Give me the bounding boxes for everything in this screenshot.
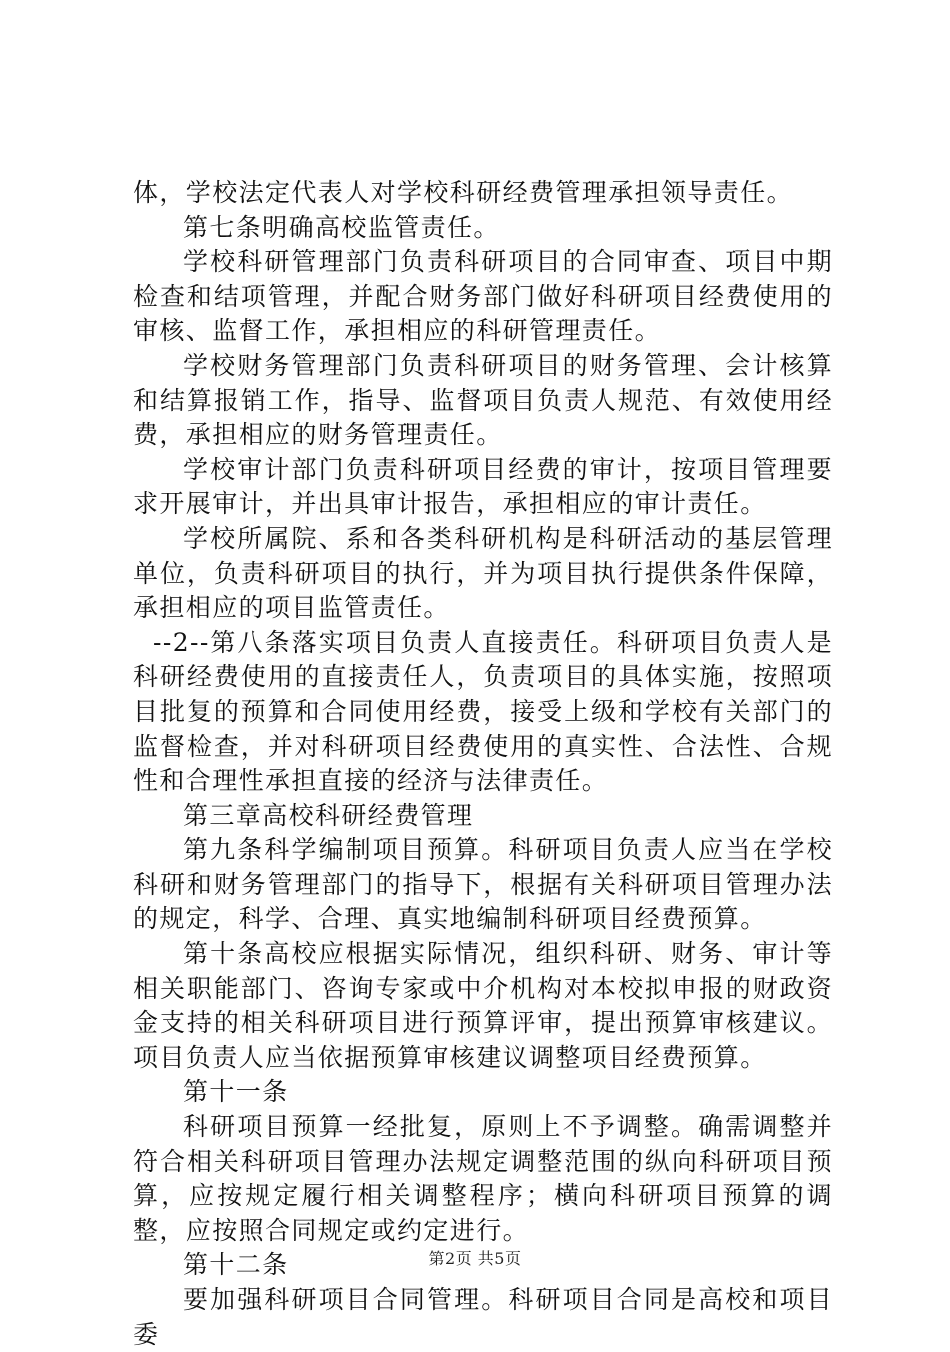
paragraph: 学校科研管理部门负责科研项目的合同审查、项目中期检查和结项管理，并配合财务部门做好科研项目经费使用的审核、监督工作，承担相应的科研管理责任。 xyxy=(133,247,833,346)
paragraph: 要加强科研项目合同管理。科研项目合同是高校和项目委 xyxy=(133,1285,833,1349)
page-number-label: 第2页 共5页 xyxy=(428,1249,522,1268)
article-heading: 第十二条 xyxy=(183,1250,289,1280)
chapter-heading: 第三章高校科研经费管理 xyxy=(183,800,474,830)
document-body xyxy=(133,176,833,1352)
paragraph: 学校所属院、系和各类科研机构是科研活动的基层管理单位，负责科研项目的执行，并为项目执行提供条件保障，承担相应的项目监管责任。 xyxy=(133,523,833,623)
paragraph: 第十条高校应根据实际情况，组织科研、财务、审计等相关职能部门、咨询专家或中介机构对本校拟申报的财政资金支持的相关科研项目进行预算评审，提出预算审核建议。项目负责人应当依据预算审核建议调整项目经费预算。 xyxy=(133,939,833,1072)
page-footer xyxy=(0,1246,950,1269)
paragraph: 学校财务管理部门负责科研项目的财务管理、会计核算和结算报销工作，指导、监督项目负责人规范、有效使用经费，承担相应的财务管理责任。 xyxy=(133,350,833,450)
paragraph: --2--第八条落实项目负责人直接责任。科研项目负责人是科研经费使用的直接责任人，负责项目的具体实施，按照项目批复的预算和合同使用经费，接受上级和学校有关部门的监督检查，并对科研项目经费使用的真实性、合法性、合规性和合理性承担直接的经济与法律责任。 xyxy=(133,627,833,796)
paragraph: 体，学校法定代表人对学校科研经费管理承担领导责任。 xyxy=(133,178,794,207)
article-heading: 第七条明确高校监管责任。 xyxy=(183,212,500,242)
paragraph: 科研项目预算一经批复，原则上不予调整。确需调整并符合相关科研项目管理办法规定调整范围的纵向科研项目预算，应按规定履行相关调整程序；横向科研项目预算的调整，应按照合同规定或约定进行。 xyxy=(133,1112,833,1245)
article-heading: 第十一条 xyxy=(183,1077,289,1107)
paragraph: 学校审计部门负责科研项目经费的审计，按项目管理要求开展审计，并出具审计报告，承担相应的审计责任。 xyxy=(133,454,833,519)
paragraph: 第九条科学编制项目预算。科研项目负责人应当在学校科研和财务管理部门的指导下，根据有关科研项目管理办法的规定，科学、合理、真实地编制科研项目经费预算。 xyxy=(133,835,833,934)
